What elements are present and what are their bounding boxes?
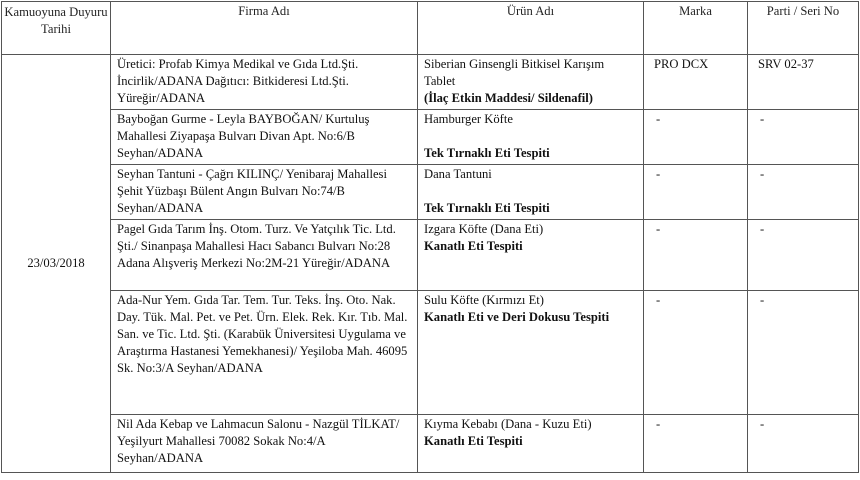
finding-label: Kanatlı Eti ve Deri Dokusu Tespiti: [424, 310, 610, 324]
product-cell: [418, 110, 644, 165]
table-row: [2, 220, 859, 291]
product-cell: [418, 55, 644, 110]
product-name: Izgara Köfte (Dana Eti): [424, 222, 544, 236]
lot-cell: -: [748, 220, 859, 291]
brand-cell: -: [644, 110, 748, 165]
firm-cell: Pagel Gıda Tarım İnş. Otom. Turz. Ve Yatçılık Tic. Ltd. Şti./ Sinanpaşa Mahallesi Hacı Sabancı Bulvarı No:28 Adana Alışveriş Merkezi No:2M-21 Yüreğir/ADANA: [111, 220, 418, 291]
brand-cell: PRO DCX: [644, 55, 748, 110]
lot-cell: SRV 02-37: [748, 55, 859, 110]
lot-cell: -: [748, 110, 859, 165]
brand-cell: -: [644, 220, 748, 291]
header-product: Ürün Adı: [418, 2, 644, 55]
announcement-date: 23/03/2018: [2, 55, 111, 473]
finding-label: (İlaç Etkin Maddesi/ Sildenafil): [424, 91, 593, 105]
firm-cell: Nil Ada Kebap ve Lahmacun Salonu - Nazgül TİLKAT/ Yeşilyurt Mahallesi 70082 Sokak No:4/A Seyhan/ADANA: [111, 415, 418, 473]
product-name: Dana Tantuni: [424, 167, 492, 181]
firm-cell: Bayboğan Gurme - Leyla BAYBOĞAN/ Kurtuluş Mahallesi Ziyapaşa Bulvarı Divan Apt. No:6/B Seyhan/ADANA: [111, 110, 418, 165]
header-brand: Marka: [644, 2, 748, 55]
header-date: Kamuoyuna Duyuru Tarihi: [2, 2, 111, 55]
firm-cell: Üretici: Profab Kimya Medikal ve Gıda Ltd.Şti. İncirlik/ADANA Dağıtıcı: Bitkideresi Ltd.Şti. Yüreğir/ADANA: [111, 55, 418, 110]
brand-cell: -: [644, 415, 748, 473]
product-cell: [418, 291, 644, 415]
firm-cell: Ada-Nur Yem. Gıda Tar. Tem. Tur. Teks. İnş. Oto. Nak. Day. Tük. Mal. Pet. ve Pet. Ürn. Elek. Rek. Kır. Tıb. Mal. San. ve Tic. Ltd. Şti. (Karabük Üniversitesi Uygulama ve Araştırma Hastanesi Yemekhanesi)/ Yeşiloba Mah. 46095 Sk. No:3/A Seyhan/ADANA: [111, 291, 418, 415]
table-row: [2, 110, 859, 165]
lot-cell: -: [748, 291, 859, 415]
table-row: [2, 55, 859, 110]
table-row: [2, 165, 859, 220]
finding-label: Kanatlı Eti Tespiti: [424, 239, 523, 253]
product-name: Kıyma Kebabı (Dana - Kuzu Eti): [424, 417, 592, 431]
table-row: [2, 415, 859, 473]
lot-cell: -: [748, 415, 859, 473]
header-row: [2, 2, 859, 55]
table-row: [2, 291, 859, 415]
finding-label: Tek Tırnaklı Eti Tespiti: [424, 201, 550, 215]
finding-label: Kanatlı Eti Tespiti: [424, 434, 523, 448]
lot-cell: -: [748, 165, 859, 220]
product-name: Hamburger Köfte: [424, 112, 513, 126]
header-firm: Firma Adı: [111, 2, 418, 55]
header-lot: Parti / Seri No: [748, 2, 859, 55]
brand-cell: -: [644, 291, 748, 415]
finding-label: Tek Tırnaklı Eti Tespiti: [424, 146, 550, 160]
product-cell: [418, 165, 644, 220]
recall-table: [1, 1, 859, 473]
firm-cell: Seyhan Tantuni - Çağrı KILINÇ/ Yenibaraj Mahallesi Şehit Yüzbaşı Bülent Angın Bulvarı No:74/B Seyhan/ADANA: [111, 165, 418, 220]
product-cell: [418, 220, 644, 291]
brand-cell: -: [644, 165, 748, 220]
product-name: Siberian Ginsengli Bitkisel Karışım Tablet: [424, 57, 605, 88]
product-cell: [418, 415, 644, 473]
product-name: Sulu Köfte (Kırmızı Et): [424, 293, 544, 307]
